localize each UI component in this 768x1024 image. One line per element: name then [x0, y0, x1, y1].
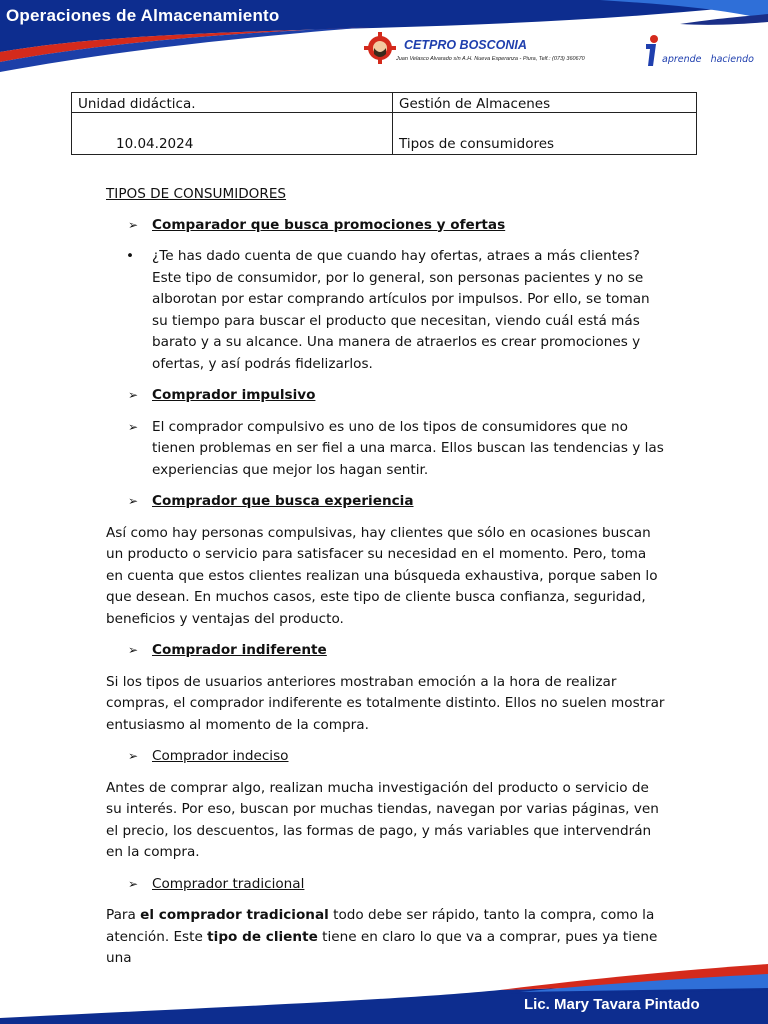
paragraph: Así como hay personas compulsivas, hay clientes que sólo en ocasiones buscan un producto o servicio para satisfacer su necesidad en el momento. Pero, toma en cuenta que estos clientes realizan una búsqueda exhaustiva, porque saben lo que desean. En muchos casos, este tipo de cliente busca confianza, seguridad, beneficios y ventajas del producto. [106, 524, 658, 627]
document-body [106, 184, 666, 970]
footer-author: Lic. Mary Tavara Pintado [524, 996, 700, 1013]
text-run-bold: tipo de cliente [207, 928, 318, 945]
slogan-part-a: aprende [662, 54, 702, 65]
footer-wave-decoration [0, 960, 768, 1024]
section-title: Comprador tradicional [152, 875, 305, 892]
table-cell-topic: Tipos de consumidores [393, 113, 697, 155]
arrow-bullet-icon: ➢ [128, 643, 139, 657]
arrow-bullet-icon: ➢ [128, 494, 139, 508]
header-title: Operaciones de Almacenamiento [6, 6, 280, 25]
section-title: Comprador indiferente [152, 642, 327, 658]
paragraph: Si los tipos de usuarios anteriores mostraban emoción a la hora de realizar compras, el comprador indiferente es totalmente distinto. Ellos no suelen mostrar entusiasmo al momento de la compra. [106, 673, 665, 733]
slogan-logo [640, 34, 760, 74]
dot-bullet-icon: • [126, 248, 135, 264]
arrow-bullet-icon: ➢ [128, 419, 139, 434]
table-cell-unit-value: Gestión de Almacenes [393, 93, 697, 113]
section-title: Comprador que busca experiencia [152, 493, 414, 509]
arrow-bullet-icon: ➢ [128, 388, 139, 402]
info-table [71, 92, 697, 155]
section-heading [106, 491, 666, 513]
section-title: Comparador que busca promociones y ofertas [152, 216, 506, 233]
section-heading [106, 640, 666, 662]
page-title: TIPOS DE CONSUMIDORES [106, 186, 287, 202]
section-body: El comprador compulsivo es uno de los tipos de consumidores que no tienen problemas en ser fiel a una marca. Ellos buscan las tendencias y las experiencias que mejor los hagan sentir. [152, 418, 664, 478]
arrow-bullet-icon: ➢ [128, 749, 139, 763]
table-row [72, 113, 697, 155]
page-footer [0, 960, 768, 1024]
table-cell-unit-label: Unidad didáctica. [72, 93, 393, 113]
table-cell-date: 10.04.2024 [72, 113, 393, 155]
list-item [106, 246, 666, 375]
text-run: Para [106, 907, 141, 923]
page-header [0, 0, 768, 80]
section-heading [106, 385, 666, 407]
arrow-bullet-icon: ➢ [128, 876, 139, 891]
text-run-bold: el comprador tradicional [140, 907, 329, 923]
logo-address: Juan Velasco Alvarado s/n A.H. Nueva Esperanza - Piura, Telf.: (073) 360670 [396, 56, 585, 62]
slogan-text [662, 54, 754, 65]
text-run: todo debe ser rápido, tanto la compra, como la atención. Este [106, 907, 655, 945]
section-heading [106, 215, 666, 237]
paragraph: Antes de comprar algo, realizan mucha investigación del producto o servicio de su interés. Por eso, buscan por muchas tiendas, navegan por varias páginas, ven el precio, los descuentos, las formas de pago, y más variables que intervendrán en la compra. [106, 779, 659, 860]
text-run: tiene en claro lo que va a comprar, pues ya tiene una [106, 928, 658, 966]
logo-name: CETPRO BOSCONIA [404, 38, 527, 52]
cetpro-logo [364, 30, 654, 72]
section-title: Comprador impulsivo [152, 387, 316, 403]
list-item [106, 417, 666, 482]
person-icon [640, 34, 662, 68]
section-body: ¿Te has dado cuenta de que cuando hay ofertas, atraes a más clientes? Este tipo de consumidor, por lo general, son personas pacientes y no se alborotan por estar comprando artículos por impulsos. Por ello, se toman su tiempo para buscar el producto que necesitan, viendo cuál está más barato y a su alcance. Una manera de atraerlos es crear promociones y ofertas, y así podrás fidelizarlos. [152, 248, 650, 372]
table-row [72, 93, 697, 113]
arrow-bullet-icon: ➢ [128, 217, 139, 232]
section-heading [106, 874, 666, 896]
section-title: Comprador indeciso [152, 748, 289, 764]
section-heading [106, 746, 666, 768]
slogan-part-b: haciendo [710, 54, 754, 65]
gear-icon [364, 30, 396, 66]
